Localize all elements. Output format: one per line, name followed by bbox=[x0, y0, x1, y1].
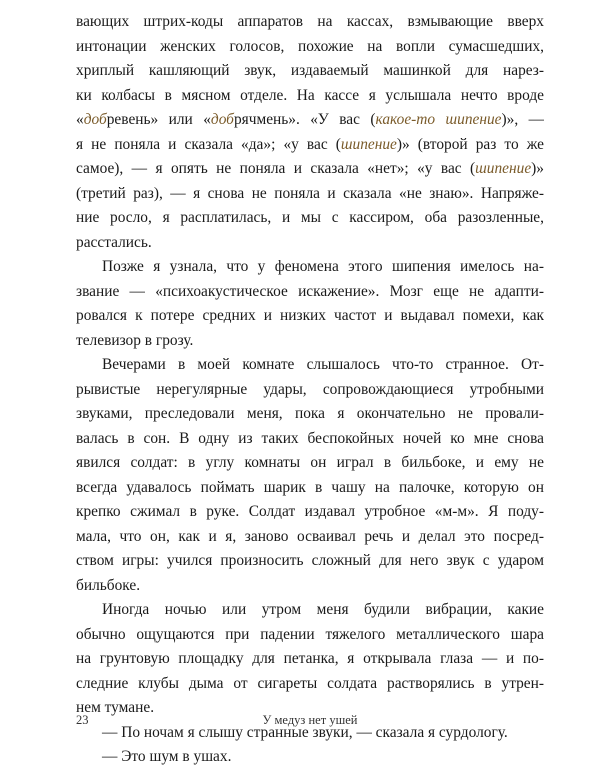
running-title: У медуз нет ушей bbox=[262, 713, 358, 727]
text-line bbox=[76, 402, 544, 427]
text-segment: ровался к потере средних и низких частот и выдавал помехи, как bbox=[76, 307, 544, 324]
text-line bbox=[76, 182, 544, 207]
text-segment: я не поняла и сказала «да»; «у вас ( bbox=[76, 135, 341, 153]
text-line bbox=[76, 476, 544, 501]
text-segment: (третий раз), — я снова не поняла и сказала «не знаю». Напряже- bbox=[76, 184, 544, 202]
text-line bbox=[76, 745, 544, 770]
text-line bbox=[76, 378, 544, 403]
text-segment: « bbox=[76, 111, 84, 128]
text-segment: крепко сжимал в руке. Солдат издавал утробное «м-м». Я поду- bbox=[76, 503, 544, 520]
text-segment: бильбоке. bbox=[76, 576, 141, 594]
text-segment: звуками, преследовали меня, пока я окончательно не провали- bbox=[76, 405, 544, 422]
text-segment: )» (второй раз то же bbox=[396, 135, 544, 153]
text-line bbox=[76, 280, 544, 305]
text-line bbox=[76, 672, 544, 697]
text-segment: )», — bbox=[501, 111, 544, 128]
text-segment: интонации женских голосов, похожие на вопли сумасшедших, bbox=[76, 37, 544, 55]
body-text bbox=[76, 10, 544, 770]
text-segment: хриплый кашляющий звук, издаваемый машинкой для нарез- bbox=[76, 62, 544, 79]
text-segment: Позже я узнала, что у феномена этого шипения имелось на- bbox=[102, 258, 544, 275]
text-line bbox=[76, 353, 544, 378]
text-segment: нем тумане. bbox=[76, 699, 155, 716]
text-line bbox=[76, 549, 544, 574]
italic-text: доб bbox=[83, 111, 107, 128]
text-line bbox=[76, 623, 544, 648]
text-line bbox=[76, 451, 544, 476]
text-segment: )» bbox=[531, 160, 544, 177]
text-segment: телевизор в грозу. bbox=[76, 331, 194, 349]
text-line bbox=[76, 500, 544, 525]
text-segment: явился солдат: в углу комнаты он играл в бильбоке, и ему не bbox=[76, 454, 544, 471]
text-segment: ревень» или « bbox=[106, 111, 211, 128]
text-line bbox=[76, 574, 544, 599]
text-segment: Вечерами в моей комнате слышалось что-то странное. От- bbox=[102, 356, 544, 373]
page-footer bbox=[76, 713, 544, 733]
text-segment: рячмень». «У вас ( bbox=[233, 111, 376, 128]
text-segment: — Это шум в ушах. bbox=[102, 748, 232, 765]
italic-text: доб bbox=[210, 111, 234, 128]
text-line bbox=[76, 231, 544, 256]
text-segment: ством игры: учился произносить сложный для него звук с ударом bbox=[76, 552, 544, 569]
text-line bbox=[76, 10, 544, 35]
text-line bbox=[76, 255, 544, 280]
text-segment: самое), — я опять не поняла и сказала «нет»; «у вас ( bbox=[76, 160, 476, 177]
text-line bbox=[76, 133, 544, 158]
text-segment: расстались. bbox=[76, 233, 152, 251]
text-segment: Иногда ночью или утром меня будили вибрации, какие bbox=[102, 601, 544, 618]
text-line bbox=[76, 157, 544, 182]
text-line bbox=[76, 647, 544, 672]
text-segment: валась в сон. В одну из таких беспокойных ночей ко мне снова bbox=[76, 429, 544, 447]
text-segment: вающих штрих-коды аппаратов на кассах, взмывающие вверх bbox=[76, 13, 544, 30]
page-number: 23 bbox=[76, 713, 89, 727]
italic-text: шипение bbox=[475, 160, 532, 177]
text-segment: ки колбасы в мясном отделе. На кассе я услышала нечто вроде bbox=[76, 86, 544, 104]
text-line bbox=[76, 329, 544, 354]
text-line bbox=[76, 84, 544, 109]
text-line bbox=[76, 427, 544, 452]
text-line bbox=[76, 59, 544, 84]
italic-text: шипение bbox=[340, 135, 397, 153]
text-segment: звание — «психоакустическое искажение». Мозг еще не адапти- bbox=[76, 282, 544, 300]
italic-text: какое-то шипение bbox=[375, 111, 502, 128]
text-segment: — По ночам я слышу странные звуки, — сказала я сурдологу. bbox=[102, 723, 508, 741]
text-segment: рывистые нерегулярные удары, сопровождающиеся утробными bbox=[76, 380, 544, 398]
text-segment: всегда удавалось поймать шарик в чашу на палочке, которую он bbox=[76, 478, 544, 496]
text-segment: обычно ощущаются при падении тяжелого металлического шара bbox=[76, 625, 544, 643]
text-segment: на грунтовую площадку для петанка, я открывала глаза — и по- bbox=[76, 650, 544, 667]
text-segment: следние клубы дыма от сигареты солдата растворялись в утрен- bbox=[76, 674, 544, 692]
text-line bbox=[76, 525, 544, 550]
text-segment: ние росло, я расплатилась, и мы с кассиром, оба разозленные, bbox=[76, 209, 544, 226]
text-line bbox=[76, 304, 544, 329]
text-line bbox=[76, 598, 544, 623]
text-line bbox=[76, 206, 544, 231]
text-line bbox=[76, 108, 544, 133]
text-segment: мала, что он, как и я, заново осваивал речь и делал это посред- bbox=[76, 527, 544, 545]
text-line bbox=[76, 35, 544, 60]
